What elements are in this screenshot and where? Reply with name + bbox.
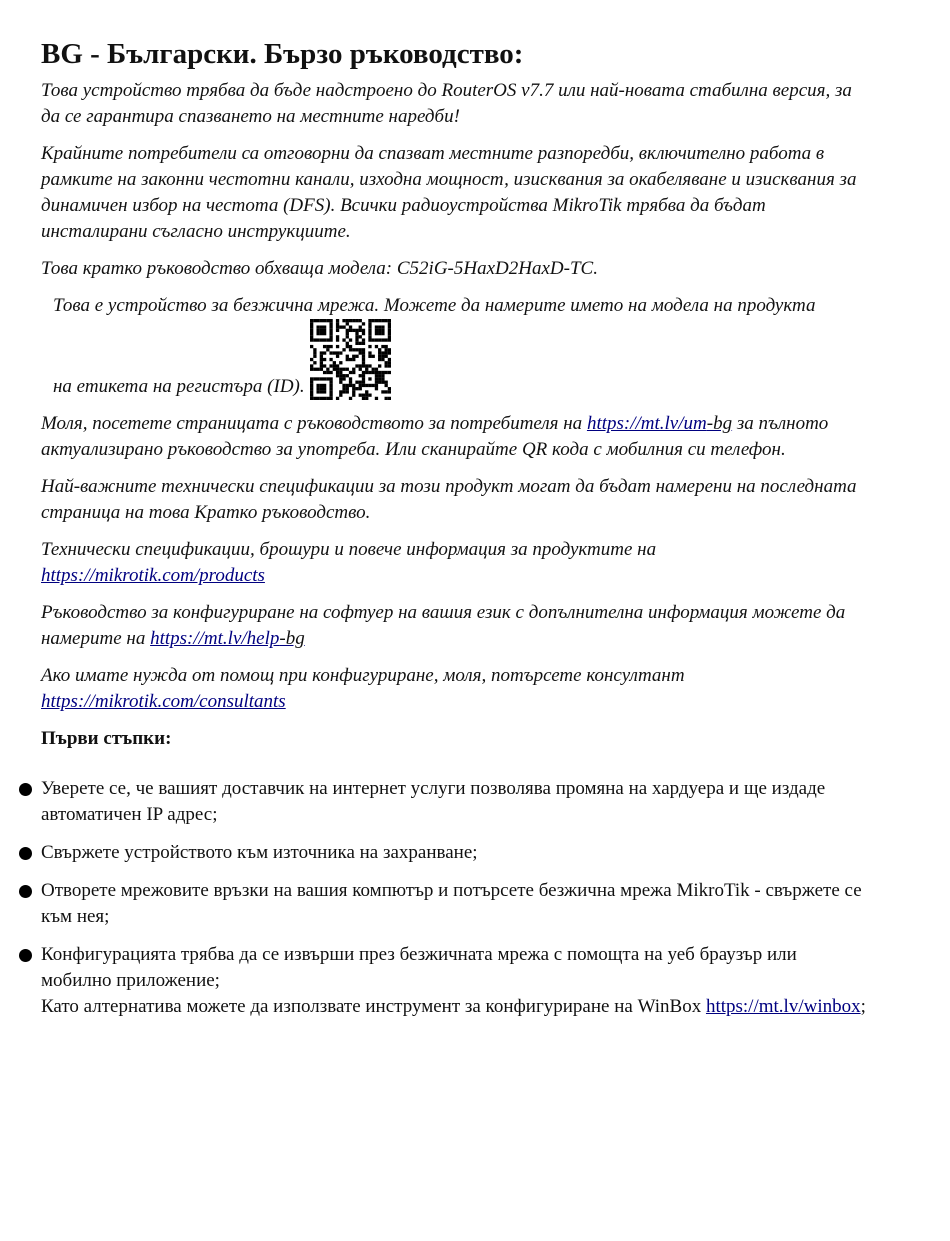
qr-code-icon[interactable] xyxy=(310,319,391,400)
list-item: Свържете устройството към източника на захранване; xyxy=(41,840,866,866)
steps-title: Първи стъпки: xyxy=(41,728,172,749)
page-title: BG - Български. Бързо ръководство: xyxy=(41,38,524,70)
model-info-block xyxy=(41,293,866,400)
consultants-paragraph xyxy=(41,663,866,715)
model-info-line1: Това е устройство за безжична мрежа. Можете да намерите името на модела на продукта xyxy=(53,295,816,316)
products-link[interactable]: https://mikrotik.com/products xyxy=(41,565,265,586)
consultants-text: Ако имате нужда от помощ при конфигуриране, моля, потърсете консултант xyxy=(41,665,685,686)
manual-paragraph xyxy=(41,411,866,463)
consultants-link[interactable]: https://mikrotik.com/consultants xyxy=(41,691,286,712)
specs-note: Най-важните технически спецификации за този продукт могат да бъдат намерени на последната страница на това Кратко ръководство. xyxy=(41,476,857,523)
manual-text-after: за пълното актуализирано ръководство за употреба. Или сканирайте QR кода с мобилния си телефон. xyxy=(41,413,829,460)
bullet-icon xyxy=(19,847,32,860)
list-item: Конфигурацията трябва да се извърши през безжичната мрежа с помощта на уеб браузър или мобилно приложение; Като алтернатива можете да използвате инструмент за конфигуриране на WinBox https://mt.lv/winbox; xyxy=(41,942,866,1020)
winbox-text: Като алтернатива можете да използвате инструмент за конфигуриране на WinBox xyxy=(41,996,706,1017)
manual-text: Моля, посетете страницата с ръководството за потребителя на xyxy=(41,413,587,434)
model-info-line2-row xyxy=(53,319,866,400)
model-coverage: Това кратко ръководство обхваща модела: C52iG-5HaxD2HaxD-TC. xyxy=(41,258,598,279)
winbox-link[interactable]: https://mt.lv/winbox xyxy=(705,996,861,1017)
manual-link[interactable]: https://mt.lv/um-bg xyxy=(586,413,733,434)
help-link[interactable]: https://mt.lv/help-bg xyxy=(150,628,305,649)
products-paragraph xyxy=(41,537,866,589)
help-text: Ръководство за конфигуриране на софтуер на вашия език с допълнителна информация можете да намерите на xyxy=(41,602,846,649)
bullet-icon xyxy=(19,885,32,898)
upgrade-notice: Това устройство трябва да бъде надстроено до RouterOS v7.7 или най-новата стабилна версия, за да се гарантира спазването на местните наредби! xyxy=(41,80,852,127)
bullet-icon xyxy=(19,949,32,962)
steps-list xyxy=(41,776,866,1020)
help-paragraph xyxy=(41,600,866,652)
model-info-line2: на етикета на регистъра (ID). xyxy=(53,376,305,397)
list-item: Уверете се, че вашият доставчик на интернет услуги позволява промяна на хардуера и ще издаде автоматичен IP адрес; xyxy=(41,776,866,828)
products-text: Технически спецификации, брошури и повече информация за продуктите на xyxy=(41,539,657,560)
list-item: Отворете мрежовите връзки на вашия компютър и потърсете безжична мрежа MikroTik - свържете се към нея; xyxy=(41,878,866,930)
document-page xyxy=(41,34,866,1032)
regulation-notice: Крайните потребители са отговорни да спазват местните разпоредби, включително работа в рамките на законни честотни канали, изходна мощност, изисквания за окабеляване и изисквания за динамичен избор на честота (DFS). Всички радиоустройства MikroTik трябва да бъдат инсталирани съгласно инструкциите. xyxy=(41,143,857,242)
bullet-icon xyxy=(19,783,32,796)
